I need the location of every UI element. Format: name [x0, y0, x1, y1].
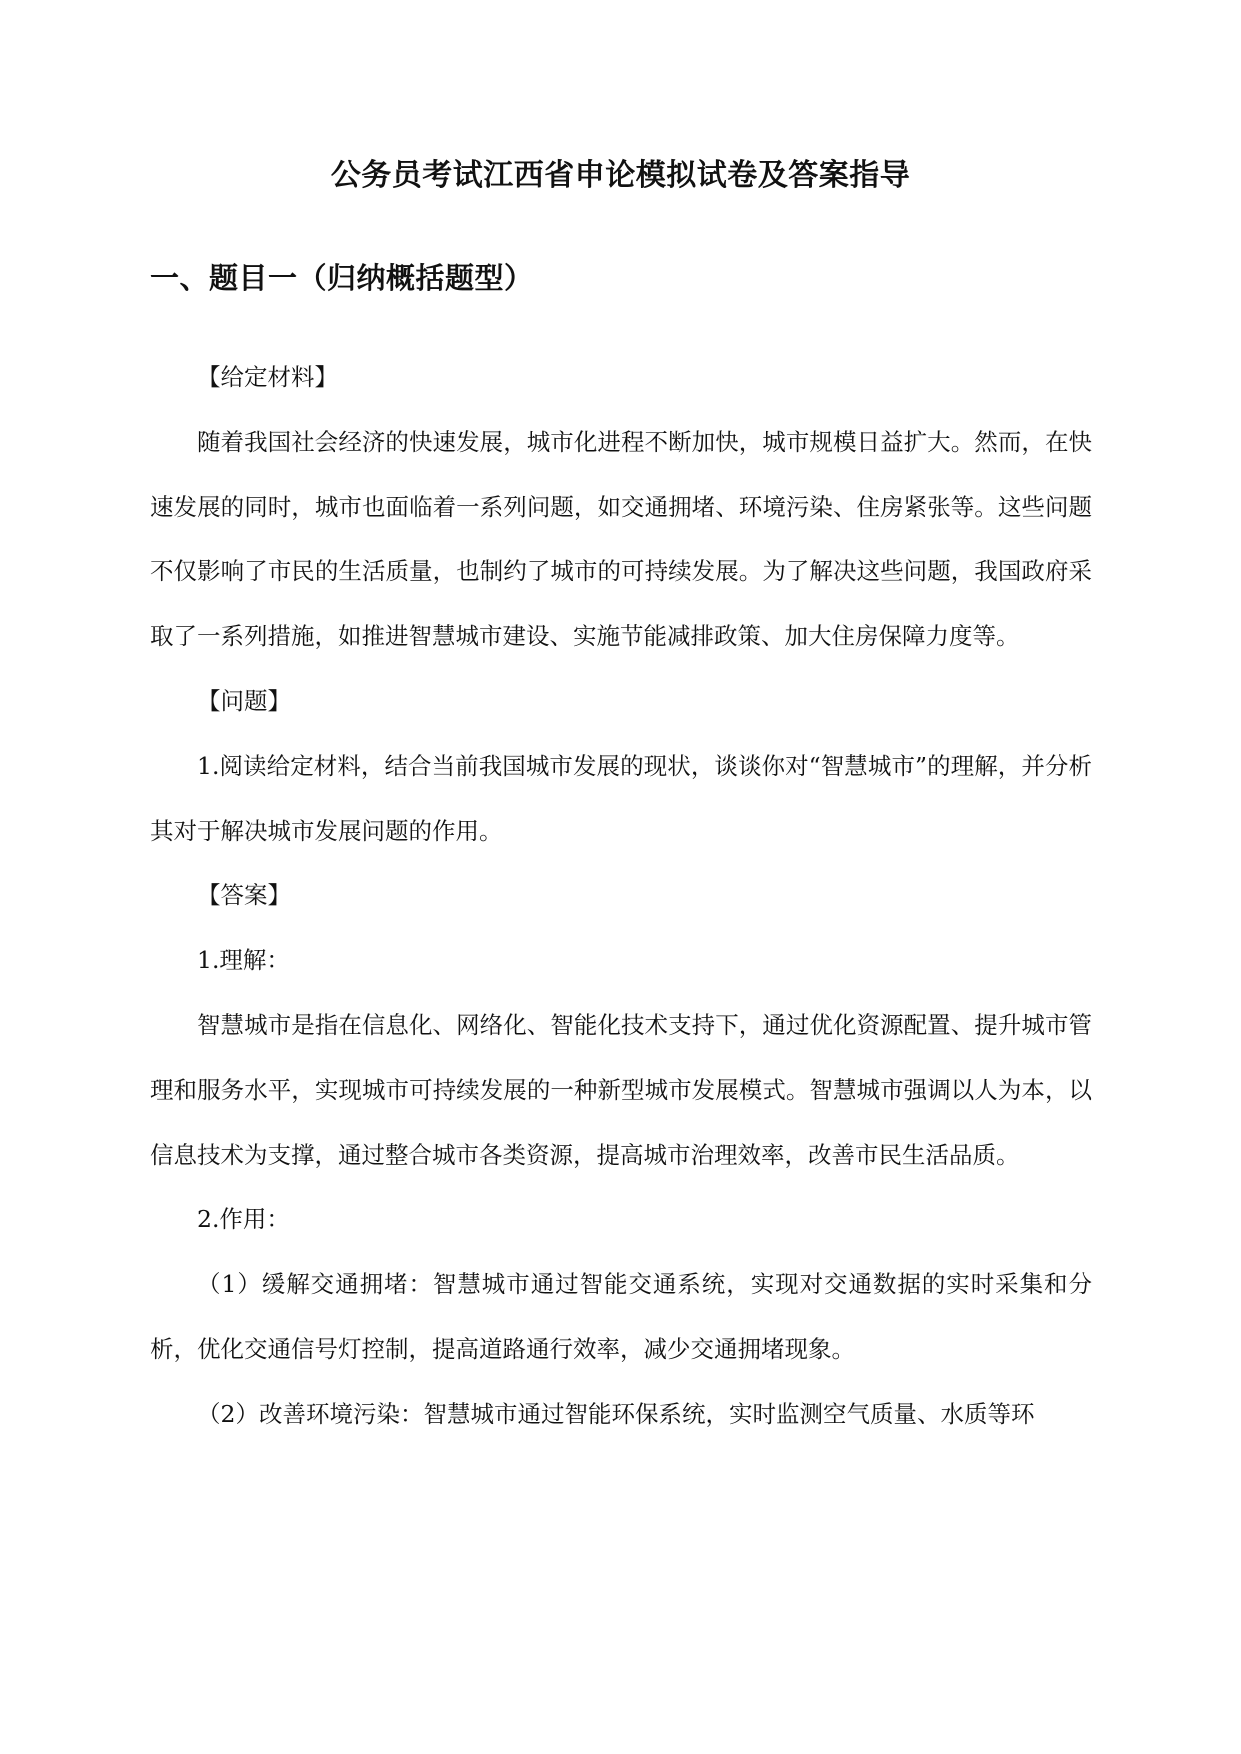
material-label: 【给定材料】	[197, 363, 338, 391]
material-paragraph: 随着我国社会经济的快速发展，城市化进程不断加快，城市规模日益扩大。然而，在快速发展的同时，城市也面临着一系列问题，如交通拥堵、环境污染、住房紧张等。这些问题不仅影响了市民的生活质量，也制约了城市的可持续发展。为了解决这些问题，我国政府采取了一系列措施，如推进智慧城市建设、实施节能减排政策、加大住房保障力度等。	[150, 427, 1092, 651]
page-title: 公务员考试江西省申论模拟试卷及答案指导	[330, 158, 911, 193]
effect2-paragraph: （2）改善环境污染：智慧城市通过智能环保系统，实时监测空气质量、水质等环	[197, 1399, 1035, 1428]
answer-label: 【答案】	[197, 881, 291, 910]
answer-point1-paragraph: 智慧城市是指在信息化、网络化、智能化技术支持下，通过优化资源配置、提升城市管理和服务水平，实现城市可持续发展的一种新型城市发展模式。智慧城市强调以人为本，以信息技术为支撑，通过整合城市各类资源，提高城市治理效率，改善市民生活品质。	[150, 1010, 1092, 1169]
answer-point1-label: 1.理解：	[197, 946, 290, 975]
document-body	[150, 345, 1092, 1447]
answer-point2-label: 2.作用：	[197, 1205, 290, 1234]
question-paragraph: 1.阅读给定材料，结合当前我国城市发展的现状，谈谈你对“智慧城市”的理解，并分析其对于解决城市发展问题的作用。	[150, 751, 1092, 845]
question-label: 【问题】	[197, 686, 291, 715]
effect1-paragraph: （1）缓解交通拥堵：智慧城市通过智能交通系统，实现对交通数据的实时采集和分析，优化交通信号灯控制，提高道路通行效率，减少交通拥堵现象。	[150, 1270, 1092, 1363]
section-heading: 一、题目一（归纳概括题型）	[150, 261, 534, 295]
